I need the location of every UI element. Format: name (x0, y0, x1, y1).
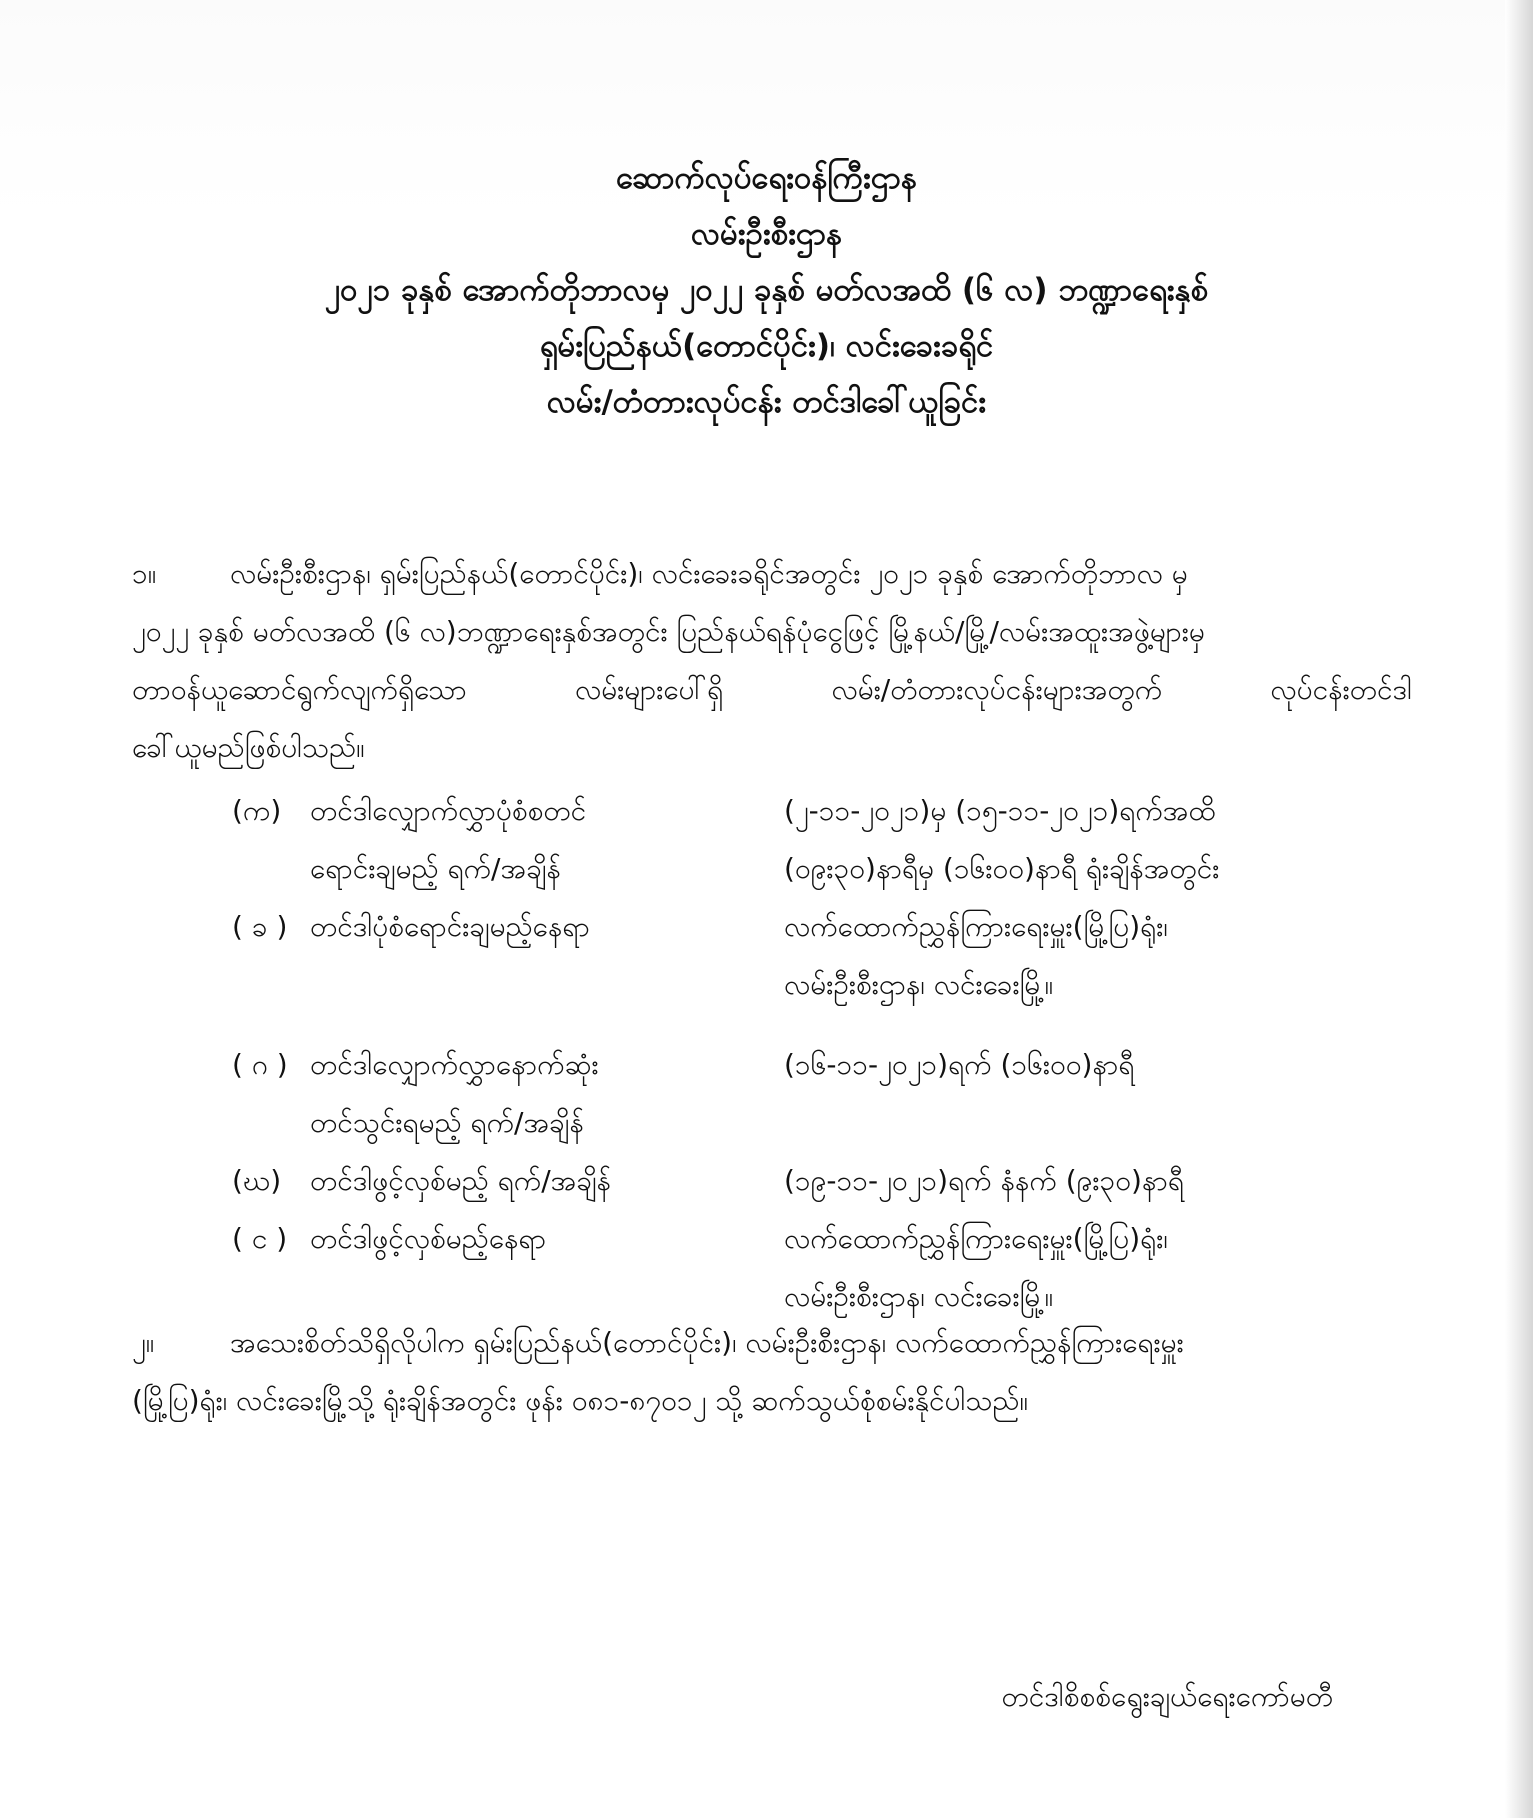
paragraph-2-line-1 (132, 1314, 1412, 1372)
paragraph-1-word: တာဝန်ယူဆောင်ရွက်လျက်ရှိသော (132, 673, 467, 706)
item-value: (၁၆-၁၁-၂၀၂၁)ရက် (၁၆း၀၀)နာရီ (784, 1048, 1135, 1081)
item-marker: (ဃ) (232, 1164, 282, 1197)
document-header (0, 150, 1533, 430)
item-label: ရောင်းချမည့် ရက်/အချိန် (310, 852, 561, 885)
item-value: (၀၉း၃၀)နာရီမှ (၁၆း၀၀)နာရီ ရုံးချိန်အတွင်း (784, 852, 1220, 885)
list-item (232, 1094, 1382, 1152)
paragraph-1-word: လမ်းများပေါ်ရှိ (574, 673, 724, 706)
paragraph-1-line-2: ၂၀၂၂ ခုနှစ် မတ်လအထိ (၆ လ)ဘဏ္ဍာရေးနှစ်အတွင်း ပြည်နယ်ရန်ပုံငွေဖြင့် မြို့နယ်/မြို့/လမ်းအထူးအဖွဲ့များမှ (132, 615, 1205, 648)
tender-details-list (232, 782, 1382, 1326)
item-label: တင်ဒါဖွင့်လှစ်မည့်နေရာ (310, 1222, 547, 1255)
item-value: (၁၉-၁၁-၂၀၂၁)ရက် နံနက် (၉း၃၀)နာရီ (784, 1164, 1185, 1197)
list-item (232, 782, 1382, 840)
list-item (232, 898, 1382, 956)
header-subject: လမ်း/တံတားလုပ်ငန်း တင်ဒါခေါ်ယူခြင်း (546, 384, 987, 420)
paragraph-1-text-1: လမ်းဦးစီးဌာန၊ ရှမ်းပြည်နယ်(တောင်ပိုင်း)၊ လင်းခေးခရိုင်အတွင်း ၂၀၂၁ ခုနှစ် အောက်တိုဘာလ မှ (230, 557, 1188, 590)
item-marker: ( ခ ) (232, 910, 288, 943)
list-item (232, 956, 1382, 1014)
item-marker: ( ဂ ) (232, 1048, 288, 1081)
item-value: လက်ထောက်ညွှန်ကြားရေးမှူး(မြို့ပြ)ရုံး၊ (784, 910, 1168, 943)
header-region: ရှမ်းပြည်နယ်(တောင်ပိုင်း)၊ လင်းခေးခရိုင် (539, 328, 994, 364)
paragraph-2-number: ၂။ (132, 1326, 155, 1359)
paragraph-2-text-1: အသေးစိတ်သိရှိလိုပါက ရှမ်းပြည်နယ်(တောင်ပိုင်း)၊ လမ်းဦးစီးဌာန၊ လက်ထောက်ညွှန်ကြားရေးမှူး (230, 1326, 1184, 1359)
list-item (232, 840, 1382, 898)
paragraph-2 (132, 1314, 1412, 1430)
paragraph-2-line-2: (မြို့ပြ)ရုံး၊ လင်းခေးမြို့သို့ ရုံးချိန်အတွင်း ဖုန်း ၀၈၁-၈၇၀၁၂ သို့ ဆက်သွယ်စုံစမ်းနိုင်ပါသည်။ (132, 1384, 1028, 1417)
item-marker: ( င ) (232, 1222, 288, 1255)
item-label: တင်ဒါလျှောက်လွှာနောက်ဆုံး (310, 1048, 599, 1081)
item-value: (၂-၁၁-၂၀၂၁)မှ (၁၅-၁၁-၂၀၂၁)ရက်အထိ (784, 794, 1216, 827)
list-item (232, 1210, 1382, 1268)
item-value: လက်ထောက်ညွှန်ကြားရေးမှူး(မြို့ပြ)ရုံး၊ (784, 1222, 1168, 1255)
item-label: တင်ဒါဖွင့်လှစ်မည့် ရက်/အချိန် (310, 1164, 612, 1197)
paragraph-1-word: လမ်း/တံတားလုပ်ငန်းများအတွက် (831, 673, 1163, 706)
paragraph-1-line-4: ခေါ်ယူမည်ဖြစ်ပါသည်။ (132, 731, 365, 764)
header-ministry: ဆောက်လုပ်ရေးဝန်ကြီးဌာန (616, 160, 917, 196)
item-marker: (က) (232, 794, 282, 827)
item-label: တင်ဒါလျှောက်လွှာပုံစံစတင် (310, 794, 587, 827)
list-item (232, 1036, 1382, 1094)
header-fiscal-period: ၂၀၂၁ ခုနှစ် အောက်တိုဘာလမှ ၂၀၂၂ ခုနှစ် မတ်လအထိ (၆ လ) ဘဏ္ဍာရေးနှစ် (324, 272, 1209, 308)
list-item (232, 1152, 1382, 1210)
paragraph-1-number: ၁။ (132, 557, 157, 590)
item-value: လမ်းဦးစီးဌာန၊ လင်းခေးမြို့။ (784, 1280, 1054, 1313)
paragraph-1-word: လုပ်ငန်းတင်ဒါ (1270, 673, 1412, 706)
item-label: တင်သွင်းရမည့် ရက်/အချိန် (310, 1106, 584, 1139)
item-value: လမ်းဦးစီးဌာန၊ လင်းခေးမြို့။ (784, 968, 1054, 1001)
signature-committee: တင်ဒါစိစစ်ရွေးချယ်ရေးကော်မတီ (1001, 1680, 1333, 1713)
paragraph-1 (132, 545, 1412, 777)
paragraph-1-line-1 (132, 545, 1412, 603)
paragraph-1-line-3 (132, 661, 1412, 719)
item-label: တင်ဒါပုံစံရောင်းချမည့်နေရာ (310, 910, 590, 943)
header-department: လမ်းဦးစီးဌာန (690, 216, 842, 252)
